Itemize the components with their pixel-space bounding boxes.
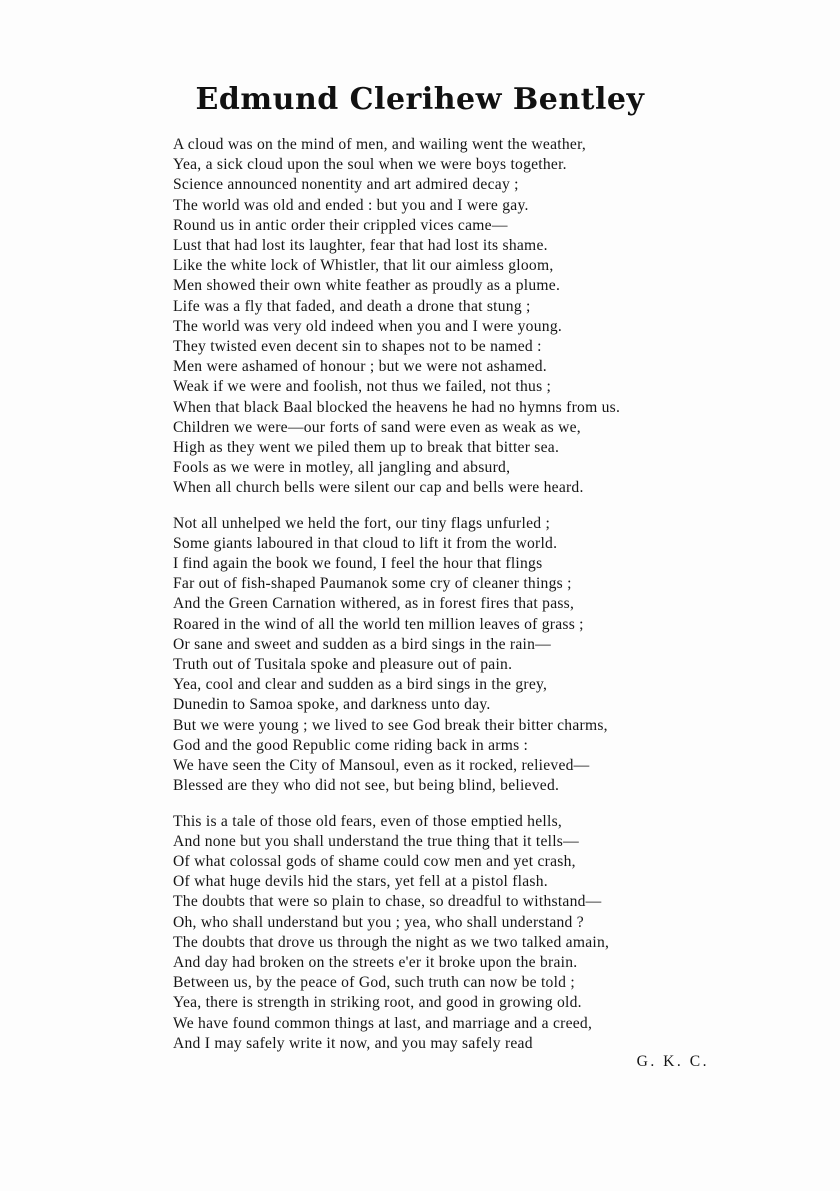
poem-line: Like the white lock of Whistler, that lit our aimless gloom,: [173, 257, 554, 275]
poem-line: Weak if we were and foolish, not thus we failed, not thus ;: [173, 378, 552, 396]
poem-line: Of what huge devils hid the stars, yet fell at a pistol flash.: [173, 873, 548, 891]
poem-line: High as they went we piled them up to break that bitter sea.: [173, 439, 560, 457]
poem-line: Or sane and sweet and sudden as a bird sings in the rain—: [173, 635, 552, 653]
poem-line: God and the good Republic come riding back in arms :: [173, 736, 529, 754]
poem-line: Dunedin to Samoa spoke, and darkness unto day.: [173, 696, 491, 714]
stanza-1: [173, 135, 733, 499]
poem-line: Yea, there is strength in striking root, and good in growing old.: [173, 994, 582, 1012]
poem-line: We have seen the City of Mansoul, even as it rocked, relieved—: [173, 757, 590, 775]
poem-line: They twisted even decent sin to shapes not to be named :: [173, 338, 542, 356]
poem-line: The world was very old indeed when you and I were young.: [173, 317, 563, 335]
page-title: Edmund Clerihew Bentley: [195, 82, 645, 117]
poem-line: Men were ashamed of honour ; but we were not ashamed.: [173, 358, 547, 376]
poem-line: Of what colossal gods of shame could cow men and yet crash,: [173, 852, 576, 870]
poem-line: Yea, a sick cloud upon the soul when we were boys together.: [173, 156, 567, 174]
poem-line: Science announced nonentity and art admired decay ;: [173, 176, 519, 194]
poem-line: The doubts that were so plain to chase, so dreadful to withstand—: [173, 893, 602, 911]
poem-line: Fools as we were in motley, all jangling and absurd,: [173, 459, 511, 477]
poem-line: A cloud was on the mind of men, and wailing went the weather,: [173, 136, 587, 153]
poem-line: Children we were—our forts of sand were even as weak as we,: [173, 418, 581, 436]
poem-line: When all church bells were silent our cap and bells were heard.: [173, 479, 584, 497]
poem-line: We have found common things at last, and marriage and a creed,: [173, 1014, 593, 1032]
poem-line: Some giants laboured in that cloud to lift it from the world.: [173, 534, 558, 552]
poem-line: And none but you shall understand the true thing that it tells—: [173, 832, 579, 850]
poem-line: Lust that had lost its laughter, fear that had lost its shame.: [173, 237, 548, 255]
poem-line: Round us in antic order their crippled vices came—: [173, 216, 508, 234]
poem-line: Oh, who shall understand but you ; yea, who shall understand ?: [173, 913, 584, 931]
stanza-3: [173, 812, 733, 1073]
poem-line: Between us, by the peace of God, such truth can now be told ;: [173, 974, 575, 992]
stanza-2: [173, 514, 733, 797]
poem-line: The world was old and ended : but you and I were gay.: [173, 196, 529, 214]
poem-line: Truth out of Tusitala spoke and pleasure out of pain.: [173, 656, 513, 674]
poem-line: The doubts that drove us through the night as we two talked amain,: [173, 933, 610, 951]
poem-line: And I may safely write it now, and you may safely read: [173, 1034, 533, 1052]
signature: G. K. C.: [636, 1052, 709, 1070]
poem-line: And day had broken on the streets e'er it broke upon the brain.: [173, 953, 578, 971]
poem-line: Roared in the wind of all the world ten million leaves of grass ;: [173, 615, 584, 633]
poem-line: Men showed their own white feather as proudly as a plume.: [173, 277, 561, 295]
poem-line: Blessed are they who did not see, but being blind, believed.: [173, 777, 560, 795]
poem-line: Life was a fly that faded, and death a drone that stung ;: [173, 297, 531, 315]
poem-line: This is a tale of those old fears, even of those emptied hells,: [173, 812, 563, 830]
poem-line: When that black Baal blocked the heavens he had no hymns from us.: [173, 398, 621, 416]
poem-line: I find again the book we found, I feel the hour that flings: [173, 555, 543, 573]
poem-line: Not all unhelped we held the fort, our tiny flags unfurled ;: [173, 514, 551, 532]
poem-line: But we were young ; we lived to see God break their bitter charms,: [173, 716, 608, 734]
poem: [173, 135, 733, 1072]
poem-line: And the Green Carnation withered, as in forest fires that pass,: [173, 595, 575, 613]
poem-line: Far out of fish-shaped Paumanok some cry of cleaner things ;: [173, 575, 572, 593]
poem-line: Yea, cool and clear and sudden as a bird sings in the grey,: [173, 676, 548, 694]
